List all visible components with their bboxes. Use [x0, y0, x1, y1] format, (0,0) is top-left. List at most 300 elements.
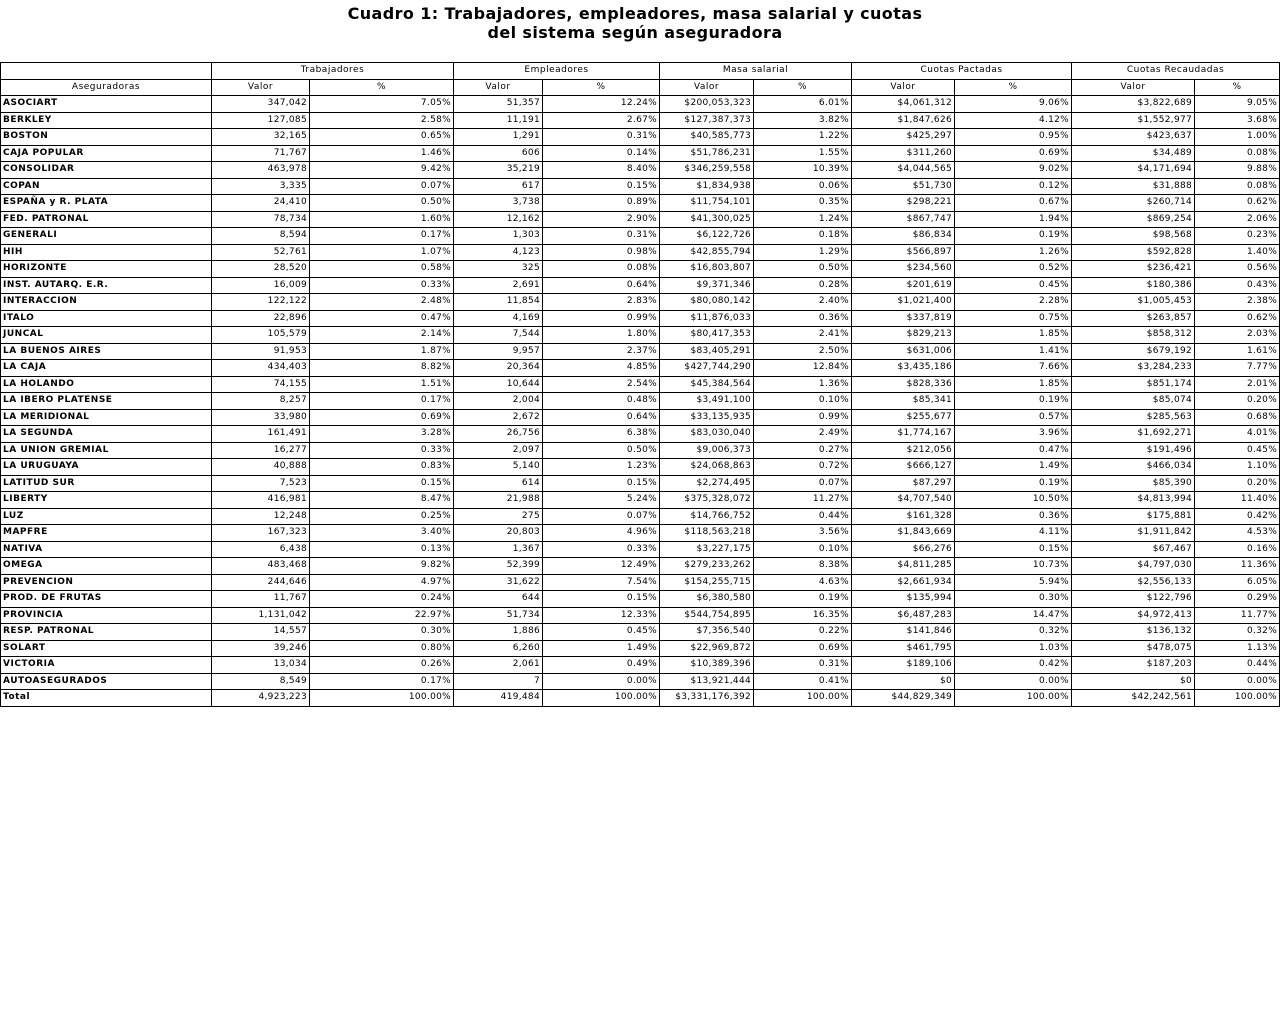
trabajadores-valor: 11,767: [212, 591, 310, 608]
insurer-name: COPAN: [1, 178, 212, 195]
empleadores-valor: 52,399: [454, 558, 543, 575]
trabajadores-pct: 0.33%: [310, 442, 454, 459]
masa-valor: $22,969,872: [660, 640, 754, 657]
insurer-name: LA URUGUAYA: [1, 459, 212, 476]
empleadores-valor: 21,988: [454, 492, 543, 509]
trabajadores-valor: 13,034: [212, 657, 310, 674]
pactadas-pct: 0.32%: [955, 624, 1072, 641]
recaudadas-valor: $260,714: [1072, 195, 1195, 212]
trabajadores-valor: 8,257: [212, 393, 310, 410]
header-sub: Valor: [212, 79, 310, 96]
recaudadas-valor: $3,284,233: [1072, 360, 1195, 377]
insurer-name: CAJA POPULAR: [1, 145, 212, 162]
insurer-name: LA UNION GREMIAL: [1, 442, 212, 459]
masa-valor: $9,006,373: [660, 442, 754, 459]
recaudadas-valor: $679,192: [1072, 343, 1195, 360]
recaudadas-pct: 0.44%: [1195, 657, 1280, 674]
trabajadores-pct: 0.17%: [310, 673, 454, 690]
empleadores-pct: 0.45%: [543, 624, 660, 641]
recaudadas-pct: 2.06%: [1195, 211, 1280, 228]
pactadas-pct: 0.57%: [955, 409, 1072, 426]
insurer-name: LA BUENOS AIRES: [1, 343, 212, 360]
masa-valor: $200,053,323: [660, 96, 754, 113]
trabajadores-pct: 100.00%: [310, 690, 454, 707]
trabajadores-valor: 105,579: [212, 327, 310, 344]
pactadas-pct: 2.28%: [955, 294, 1072, 311]
recaudadas-valor: $0: [1072, 673, 1195, 690]
table-row: [1, 574, 1280, 591]
insurer-name: LUZ: [1, 508, 212, 525]
empleadores-valor: 31,622: [454, 574, 543, 591]
pactadas-valor: $2,661,934: [852, 574, 955, 591]
recaudadas-pct: 4.01%: [1195, 426, 1280, 443]
empleadores-valor: 275: [454, 508, 543, 525]
recaudadas-pct: 0.08%: [1195, 145, 1280, 162]
pactadas-valor: $212,056: [852, 442, 955, 459]
empleadores-pct: 1.80%: [543, 327, 660, 344]
trabajadores-pct: 0.24%: [310, 591, 454, 608]
masa-valor: $13,921,444: [660, 673, 754, 690]
empleadores-valor: 1,291: [454, 129, 543, 146]
empleadores-pct: 0.14%: [543, 145, 660, 162]
pactadas-pct: 0.52%: [955, 261, 1072, 278]
insurer-name: GENERALI: [1, 228, 212, 245]
masa-pct: 10.39%: [754, 162, 852, 179]
trabajadores-valor: 347,042: [212, 96, 310, 113]
recaudadas-pct: 0.43%: [1195, 277, 1280, 294]
trabajadores-pct: 0.47%: [310, 310, 454, 327]
pactadas-valor: $201,619: [852, 277, 955, 294]
masa-pct: 6.01%: [754, 96, 852, 113]
table-row: [1, 360, 1280, 377]
pactadas-valor: $631,006: [852, 343, 955, 360]
pactadas-pct: 0.69%: [955, 145, 1072, 162]
table-row: [1, 624, 1280, 641]
recaudadas-valor: $4,813,994: [1072, 492, 1195, 509]
insurer-name: SOLART: [1, 640, 212, 657]
header-sub: Valor: [1072, 79, 1195, 96]
trabajadores-valor: 463,978: [212, 162, 310, 179]
recaudadas-valor: $592,828: [1072, 244, 1195, 261]
pactadas-valor: $829,213: [852, 327, 955, 344]
page-title: [0, 4, 1270, 42]
recaudadas-pct: 1.00%: [1195, 129, 1280, 146]
empleadores-valor: 2,097: [454, 442, 543, 459]
table-row: [1, 178, 1280, 195]
recaudadas-valor: $42,242,561: [1072, 690, 1195, 707]
pactadas-valor: $0: [852, 673, 955, 690]
masa-valor: $544,754,895: [660, 607, 754, 624]
masa-valor: $83,405,291: [660, 343, 754, 360]
trabajadores-pct: 0.83%: [310, 459, 454, 476]
recaudadas-valor: $4,797,030: [1072, 558, 1195, 575]
pactadas-pct: 9.02%: [955, 162, 1072, 179]
masa-pct: 2.50%: [754, 343, 852, 360]
masa-valor: $33,135,935: [660, 409, 754, 426]
empleadores-pct: 2.83%: [543, 294, 660, 311]
pactadas-valor: $4,811,285: [852, 558, 955, 575]
insurer-name: BERKLEY: [1, 112, 212, 129]
masa-pct: 0.72%: [754, 459, 852, 476]
recaudadas-valor: $851,174: [1072, 376, 1195, 393]
masa-pct: 12.84%: [754, 360, 852, 377]
pactadas-pct: 0.19%: [955, 393, 1072, 410]
pactadas-valor: $135,994: [852, 591, 955, 608]
pactadas-pct: 0.12%: [955, 178, 1072, 195]
masa-valor: $45,384,564: [660, 376, 754, 393]
masa-pct: 1.55%: [754, 145, 852, 162]
empleadores-valor: 26,756: [454, 426, 543, 443]
trabajadores-pct: 2.48%: [310, 294, 454, 311]
masa-valor: $279,233,262: [660, 558, 754, 575]
empleadores-valor: 6,260: [454, 640, 543, 657]
empleadores-valor: 419,484: [454, 690, 543, 707]
table-row: [1, 525, 1280, 542]
insurer-name: CONSOLIDAR: [1, 162, 212, 179]
masa-pct: 0.28%: [754, 277, 852, 294]
title-line-1: Cuadro 1: Trabajadores, empleadores, masa salarial y cuotas: [347, 4, 923, 23]
trabajadores-valor: 1,131,042: [212, 607, 310, 624]
empleadores-pct: 0.31%: [543, 129, 660, 146]
insurer-name: ASOCIART: [1, 96, 212, 113]
recaudadas-pct: 0.08%: [1195, 178, 1280, 195]
table-row: [1, 442, 1280, 459]
masa-pct: 2.41%: [754, 327, 852, 344]
pactadas-valor: $867,747: [852, 211, 955, 228]
table-row: [1, 261, 1280, 278]
masa-pct: 2.49%: [754, 426, 852, 443]
pactadas-valor: $828,336: [852, 376, 955, 393]
masa-pct: 0.18%: [754, 228, 852, 245]
recaudadas-valor: $858,312: [1072, 327, 1195, 344]
header-cuotas-recaudadas: Cuotas Recaudadas: [1072, 63, 1280, 80]
recaudadas-valor: $67,467: [1072, 541, 1195, 558]
pactadas-pct: 0.19%: [955, 475, 1072, 492]
recaudadas-valor: $191,496: [1072, 442, 1195, 459]
pactadas-valor: $337,819: [852, 310, 955, 327]
trabajadores-valor: 91,953: [212, 343, 310, 360]
recaudadas-pct: 0.62%: [1195, 195, 1280, 212]
trabajadores-valor: 71,767: [212, 145, 310, 162]
trabajadores-valor: 40,888: [212, 459, 310, 476]
recaudadas-pct: 11.77%: [1195, 607, 1280, 624]
recaudadas-valor: $1,552,977: [1072, 112, 1195, 129]
table-row: [1, 228, 1280, 245]
recaudadas-pct: 9.05%: [1195, 96, 1280, 113]
trabajadores-pct: 0.25%: [310, 508, 454, 525]
trabajadores-valor: 22,896: [212, 310, 310, 327]
pactadas-pct: 0.75%: [955, 310, 1072, 327]
recaudadas-pct: 0.20%: [1195, 475, 1280, 492]
trabajadores-valor: 16,009: [212, 277, 310, 294]
masa-valor: $83,030,040: [660, 426, 754, 443]
masa-pct: 0.10%: [754, 541, 852, 558]
masa-valor: $127,387,373: [660, 112, 754, 129]
table-row: [1, 211, 1280, 228]
header-trabajadores: Trabajadores: [212, 63, 454, 80]
pactadas-pct: 0.00%: [955, 673, 1072, 690]
insurer-name: LA MERIDIONAL: [1, 409, 212, 426]
masa-pct: 1.24%: [754, 211, 852, 228]
trabajadores-pct: 0.58%: [310, 261, 454, 278]
pactadas-valor: $234,560: [852, 261, 955, 278]
table-row: [1, 145, 1280, 162]
insurer-name: FED. PATRONAL: [1, 211, 212, 228]
insurer-name: LIBERTY: [1, 492, 212, 509]
empleadores-valor: 12,162: [454, 211, 543, 228]
masa-valor: $3,331,176,392: [660, 690, 754, 707]
pactadas-valor: $161,328: [852, 508, 955, 525]
recaudadas-valor: $85,074: [1072, 393, 1195, 410]
recaudadas-pct: 2.01%: [1195, 376, 1280, 393]
trabajadores-pct: 0.65%: [310, 129, 454, 146]
recaudadas-valor: $3,822,689: [1072, 96, 1195, 113]
empleadores-pct: 0.15%: [543, 475, 660, 492]
pactadas-pct: 10.73%: [955, 558, 1072, 575]
trabajadores-valor: 74,155: [212, 376, 310, 393]
trabajadores-pct: 8.82%: [310, 360, 454, 377]
trabajadores-pct: 0.69%: [310, 409, 454, 426]
empleadores-pct: 2.37%: [543, 343, 660, 360]
trabajadores-valor: 8,549: [212, 673, 310, 690]
recaudadas-valor: $869,254: [1072, 211, 1195, 228]
empleadores-valor: 11,854: [454, 294, 543, 311]
trabajadores-valor: 244,646: [212, 574, 310, 591]
recaudadas-valor: $34,489: [1072, 145, 1195, 162]
trabajadores-pct: 2.58%: [310, 112, 454, 129]
pactadas-pct: 1.26%: [955, 244, 1072, 261]
empleadores-valor: 2,691: [454, 277, 543, 294]
recaudadas-valor: $175,881: [1072, 508, 1195, 525]
pactadas-valor: $425,297: [852, 129, 955, 146]
insurer-name: INTERACCION: [1, 294, 212, 311]
total-row: [1, 690, 1280, 707]
empleadores-pct: 0.64%: [543, 409, 660, 426]
empleadores-valor: 10,644: [454, 376, 543, 393]
trabajadores-valor: 434,403: [212, 360, 310, 377]
recaudadas-pct: 1.13%: [1195, 640, 1280, 657]
pactadas-valor: $255,677: [852, 409, 955, 426]
masa-pct: 0.69%: [754, 640, 852, 657]
recaudadas-valor: $466,034: [1072, 459, 1195, 476]
pactadas-pct: 0.45%: [955, 277, 1072, 294]
empleadores-valor: 35,219: [454, 162, 543, 179]
header-sub: %: [543, 79, 660, 96]
insurer-name: VICTORIA: [1, 657, 212, 674]
recaudadas-pct: 2.03%: [1195, 327, 1280, 344]
recaudadas-pct: 1.61%: [1195, 343, 1280, 360]
insurer-name: LA SEGUNDA: [1, 426, 212, 443]
trabajadores-valor: 483,468: [212, 558, 310, 575]
masa-pct: 2.40%: [754, 294, 852, 311]
header-cuotas-pactadas: Cuotas Pactadas: [852, 63, 1072, 80]
empleadores-pct: 0.64%: [543, 277, 660, 294]
masa-pct: 0.50%: [754, 261, 852, 278]
masa-pct: 1.29%: [754, 244, 852, 261]
trabajadores-valor: 416,981: [212, 492, 310, 509]
recaudadas-pct: 7.77%: [1195, 360, 1280, 377]
insurer-name: PROVINCIA: [1, 607, 212, 624]
masa-valor: $6,380,580: [660, 591, 754, 608]
trabajadores-valor: 28,520: [212, 261, 310, 278]
masa-pct: 0.36%: [754, 310, 852, 327]
header-empleadores: Empleadores: [454, 63, 660, 80]
table-row: [1, 310, 1280, 327]
masa-pct: 0.22%: [754, 624, 852, 641]
trabajadores-valor: 167,323: [212, 525, 310, 542]
empleadores-pct: 12.24%: [543, 96, 660, 113]
header-aseguradoras: Aseguradoras: [1, 79, 212, 96]
insurer-name: HORIZONTE: [1, 261, 212, 278]
pactadas-valor: $4,044,565: [852, 162, 955, 179]
insurer-name: RESP. PATRONAL: [1, 624, 212, 641]
pactadas-pct: 100.00%: [955, 690, 1072, 707]
recaudadas-valor: $2,556,133: [1072, 574, 1195, 591]
empleadores-pct: 7.54%: [543, 574, 660, 591]
table-row: [1, 409, 1280, 426]
masa-valor: $14,766,752: [660, 508, 754, 525]
empleadores-pct: 0.31%: [543, 228, 660, 245]
recaudadas-pct: 6.05%: [1195, 574, 1280, 591]
trabajadores-valor: 4,923,223: [212, 690, 310, 707]
pactadas-valor: $51,730: [852, 178, 955, 195]
empleadores-valor: 1,303: [454, 228, 543, 245]
recaudadas-valor: $31,888: [1072, 178, 1195, 195]
pactadas-pct: 0.36%: [955, 508, 1072, 525]
pactadas-valor: $44,829,349: [852, 690, 955, 707]
masa-pct: 3.56%: [754, 525, 852, 542]
recaudadas-pct: 0.29%: [1195, 591, 1280, 608]
header-sub: %: [955, 79, 1072, 96]
masa-pct: 1.36%: [754, 376, 852, 393]
header-sub: %: [310, 79, 454, 96]
pactadas-pct: 9.06%: [955, 96, 1072, 113]
trabajadores-valor: 122,122: [212, 294, 310, 311]
trabajadores-pct: 8.47%: [310, 492, 454, 509]
masa-valor: $11,876,033: [660, 310, 754, 327]
table-row: [1, 162, 1280, 179]
pactadas-valor: $298,221: [852, 195, 955, 212]
masa-valor: $375,328,072: [660, 492, 754, 509]
masa-pct: 0.35%: [754, 195, 852, 212]
empleadores-valor: 51,734: [454, 607, 543, 624]
empleadores-pct: 1.49%: [543, 640, 660, 657]
pactadas-pct: 0.67%: [955, 195, 1072, 212]
trabajadores-pct: 0.17%: [310, 393, 454, 410]
table-row: [1, 673, 1280, 690]
recaudadas-valor: $136,132: [1072, 624, 1195, 641]
empleadores-valor: 2,672: [454, 409, 543, 426]
recaudadas-pct: 2.38%: [1195, 294, 1280, 311]
recaudadas-pct: 4.53%: [1195, 525, 1280, 542]
recaudadas-valor: $180,386: [1072, 277, 1195, 294]
empleadores-pct: 12.49%: [543, 558, 660, 575]
masa-pct: 0.44%: [754, 508, 852, 525]
recaudadas-pct: 11.36%: [1195, 558, 1280, 575]
masa-pct: 0.41%: [754, 673, 852, 690]
trabajadores-valor: 161,491: [212, 426, 310, 443]
recaudadas-pct: 0.45%: [1195, 442, 1280, 459]
empleadores-valor: 4,123: [454, 244, 543, 261]
recaudadas-valor: $1,911,842: [1072, 525, 1195, 542]
empleadores-pct: 5.24%: [543, 492, 660, 509]
table-row: [1, 112, 1280, 129]
pactadas-valor: $4,707,540: [852, 492, 955, 509]
masa-pct: 8.38%: [754, 558, 852, 575]
insurer-name: LA IBERO PLATENSE: [1, 393, 212, 410]
insurer-name: OMEGA: [1, 558, 212, 575]
recaudadas-pct: 0.00%: [1195, 673, 1280, 690]
pactadas-pct: 1.85%: [955, 327, 1072, 344]
masa-pct: 11.27%: [754, 492, 852, 509]
masa-pct: 0.10%: [754, 393, 852, 410]
pactadas-pct: 3.96%: [955, 426, 1072, 443]
masa-valor: $41,300,025: [660, 211, 754, 228]
pactadas-valor: $87,297: [852, 475, 955, 492]
insurer-name: LATITUD SUR: [1, 475, 212, 492]
insurer-name: LA HOLANDO: [1, 376, 212, 393]
table-row: [1, 492, 1280, 509]
masa-pct: 4.63%: [754, 574, 852, 591]
insurer-name: HIH: [1, 244, 212, 261]
empleadores-pct: 6.38%: [543, 426, 660, 443]
pactadas-valor: $566,897: [852, 244, 955, 261]
trabajadores-valor: 7,523: [212, 475, 310, 492]
empleadores-valor: 1,886: [454, 624, 543, 641]
pactadas-valor: $189,106: [852, 657, 955, 674]
masa-valor: $42,855,794: [660, 244, 754, 261]
masa-valor: $7,356,540: [660, 624, 754, 641]
recaudadas-valor: $285,563: [1072, 409, 1195, 426]
recaudadas-pct: 11.40%: [1195, 492, 1280, 509]
header-sub: Valor: [852, 79, 955, 96]
recaudadas-pct: 9.88%: [1195, 162, 1280, 179]
recaudadas-pct: 0.16%: [1195, 541, 1280, 558]
trabajadores-pct: 1.51%: [310, 376, 454, 393]
trabajadores-pct: 0.17%: [310, 228, 454, 245]
pactadas-valor: $1,843,669: [852, 525, 955, 542]
trabajadores-pct: 0.50%: [310, 195, 454, 212]
insurers-table: [0, 62, 1280, 707]
table-row: [1, 376, 1280, 393]
empleadores-valor: 7,544: [454, 327, 543, 344]
pactadas-valor: $1,847,626: [852, 112, 955, 129]
trabajadores-pct: 0.30%: [310, 624, 454, 641]
table-row: [1, 475, 1280, 492]
table-body: [1, 96, 1280, 707]
masa-pct: 0.06%: [754, 178, 852, 195]
trabajadores-valor: 8,594: [212, 228, 310, 245]
masa-valor: $3,491,100: [660, 393, 754, 410]
recaudadas-valor: $478,075: [1072, 640, 1195, 657]
empleadores-pct: 0.15%: [543, 178, 660, 195]
trabajadores-valor: 52,761: [212, 244, 310, 261]
empleadores-valor: 1,367: [454, 541, 543, 558]
trabajadores-pct: 1.07%: [310, 244, 454, 261]
recaudadas-pct: 1.40%: [1195, 244, 1280, 261]
pactadas-pct: 0.95%: [955, 129, 1072, 146]
recaudadas-valor: $85,390: [1072, 475, 1195, 492]
masa-valor: $2,274,495: [660, 475, 754, 492]
masa-valor: $10,389,396: [660, 657, 754, 674]
empleadores-valor: 4,169: [454, 310, 543, 327]
empleadores-valor: 5,140: [454, 459, 543, 476]
empleadores-pct: 0.49%: [543, 657, 660, 674]
empleadores-pct: 0.08%: [543, 261, 660, 278]
masa-valor: $3,227,175: [660, 541, 754, 558]
pactadas-pct: 1.41%: [955, 343, 1072, 360]
header-group-row: [1, 63, 1280, 80]
